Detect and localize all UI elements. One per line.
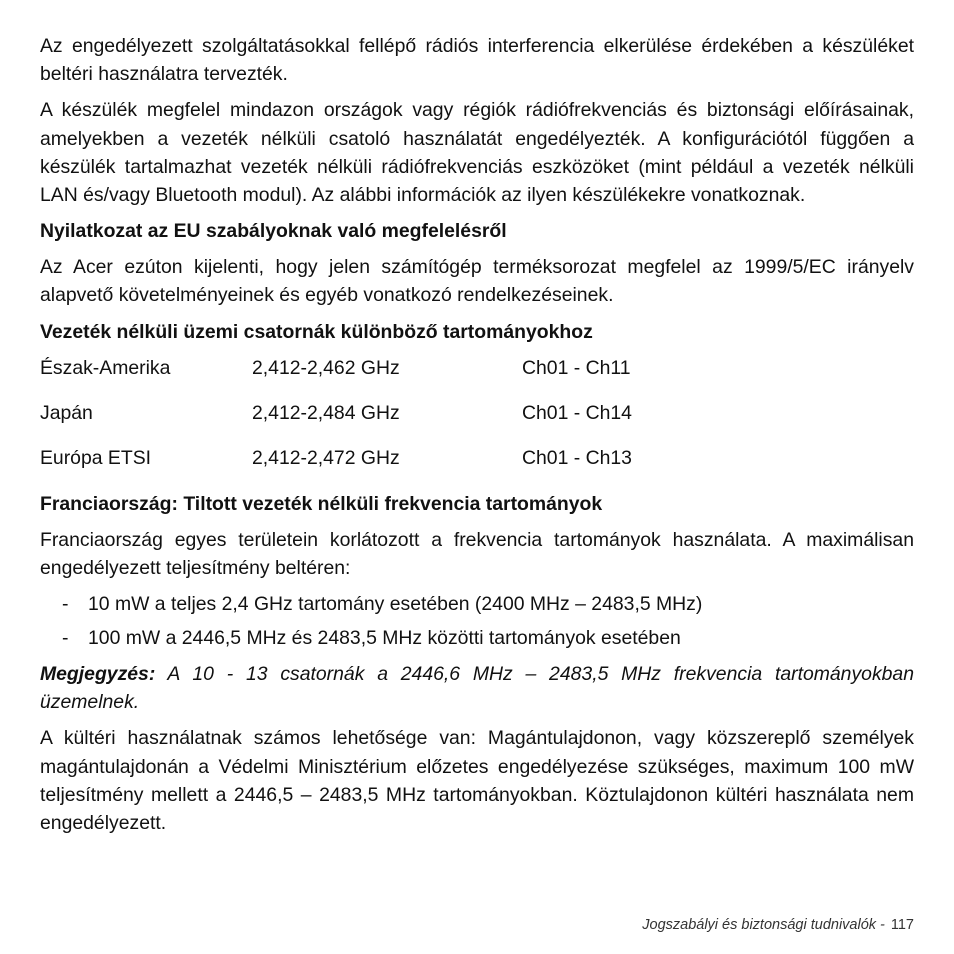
region-cell: Japán xyxy=(40,401,93,424)
table-row xyxy=(40,444,632,482)
list-item-text: 100 mW a 2446,5 MHz és 2483,5 MHz közötti tartományok esetében xyxy=(88,627,681,650)
paragraph-indoor-use: Az engedélyezett szolgáltatásokkal fellépő rádiós interferencia elkerülése érdekében a készüléket beltéri használatra tervezték. xyxy=(40,35,914,86)
list-item xyxy=(40,624,914,652)
note-paragraph xyxy=(40,660,914,716)
heading-channels: Vezeték nélküli üzemi csatornák különböző tartományokhoz xyxy=(40,320,593,343)
power-limit-list xyxy=(40,590,914,652)
note-label: Megjegyzés: xyxy=(40,663,156,686)
page-footer xyxy=(642,917,914,933)
channels-cell: Ch01 - Ch14 xyxy=(522,401,632,424)
page-number: 117 xyxy=(890,917,914,933)
frequency-cell: 2,412-2,472 GHz xyxy=(252,446,400,469)
frequency-cell: 2,412-2,484 GHz xyxy=(252,401,400,424)
note-text: A 10 - 13 csatornák a 2446,6 MHz – 2483,5 MHz frekvencia tartományokban üzemelnek. xyxy=(40,663,914,714)
channel-table xyxy=(40,354,632,482)
paragraph-outdoor-use: A kültéri használatnak számos lehetősége van: Magántulajdonon, vagy közszereplő személyek magántulajdonán a Védelmi Minisztérium előzetes engedélyezése szükséges, maximum 100 mW teljesítmény mellett a 2446,5 – 2483,5 MHz tartományokban. Köztulajdonon kültéri használata nem engedélyezett. xyxy=(40,727,914,835)
footer-section-title: Jogszabályi és biztonsági tudnivalók - xyxy=(642,917,885,933)
paragraph-france-limits: Franciaország egyes területein korlátozott a frekvencia tartományok használata. A maximálisan engedélyezett teljesítmény beltéren: xyxy=(40,528,914,579)
region-cell: Európa ETSI xyxy=(40,446,152,469)
table-row xyxy=(40,354,632,399)
channels-cell: Ch01 - Ch11 xyxy=(522,356,631,379)
list-item-text: 10 mW a teljes 2,4 GHz tartomány esetében (2400 MHz – 2483,5 MHz) xyxy=(88,593,703,616)
heading-eu-declaration: Nyilatkozat az EU szabályoknak való megfelelésről xyxy=(40,220,507,243)
bullet-dash: - xyxy=(62,627,69,650)
frequency-cell: 2,412-2,462 GHz xyxy=(252,356,400,379)
table-row xyxy=(40,399,632,444)
document-page xyxy=(40,32,914,845)
region-cell: Észak-Amerika xyxy=(40,356,171,379)
heading-france-restrictions: Franciaország: Tiltott vezeték nélküli frekvencia tartományok xyxy=(40,492,603,515)
list-item xyxy=(40,590,914,618)
paragraph-rf-compliance: A készülék megfelel mindazon országok vagy régiók rádiófrekvenciás és biztonsági előírásainak, amelyekben a vezeték nélküli csatoló használatát engedélyezték. A konfigurációtól függően a készülék tartalmazhat vezeték nélküli rádiófrekvenciás eszközöket (mint például a vezeték nélküli LAN és/vagy Bluetooth modul). Az alábbi információk az ilyen készülékekre vonatkoznak. xyxy=(40,99,914,207)
bullet-dash: - xyxy=(62,593,69,616)
paragraph-acer-declaration: Az Acer ezúton kijelenti, hogy jelen számítógép terméksorozat megfelel az 1999/5/EC irányelv alapvető követelményeinek és egyéb vonatkozó rendelkezéseinek. xyxy=(40,256,914,307)
channels-cell: Ch01 - Ch13 xyxy=(522,446,632,469)
